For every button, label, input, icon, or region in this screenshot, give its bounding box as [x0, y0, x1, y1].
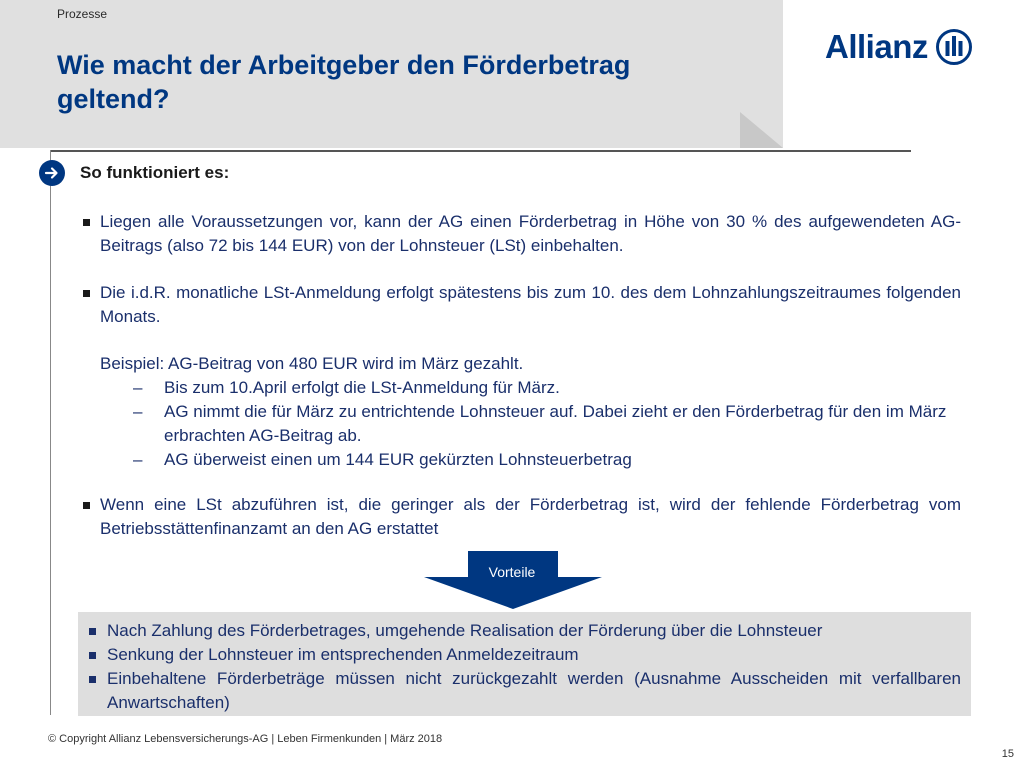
content-top-rule: [50, 150, 911, 152]
content-body: [80, 210, 961, 541]
allianz-logo: [825, 26, 973, 68]
page-title: Wie macht der Arbeitgeber den Förderbetrag geltend?: [57, 50, 631, 114]
vorteile-label: Vorteile: [488, 564, 536, 580]
arrow-right-icon: [39, 160, 65, 186]
bullet-item: Wenn eine LSt abzuführen ist, die geringer als der Förderbetrag ist, wird der fehlende Förderbetrag vom Betriebsstättenfinanzamt an den AG erstattet: [80, 493, 961, 541]
content-left-rule: [50, 150, 51, 715]
header-fold-corner: [740, 112, 783, 148]
page-number: 15: [1001, 748, 1014, 760]
advantage-item: Nach Zahlung des Förderbetrages, umgehende Realisation der Förderung über die Lohnsteuer: [88, 619, 961, 643]
allianz-eagle-icon: [935, 28, 973, 66]
dash-item: – AG überweist einen um 144 EUR gekürzten Lohnsteuerbetrag: [80, 448, 961, 472]
example-text: Beispiel: AG-Beitrag von 480 EUR wird im März gezahlt.: [100, 354, 524, 373]
section-label: Prozesse: [57, 7, 108, 21]
bullet-item: Die i.d.R. monatliche LSt-Anmeldung erfolgt spätestens bis zum 10. des dem Lohnzahlungszeitraumes folgenden Monats.: [80, 281, 961, 329]
advantage-item: Senkung der Lohnsteuer im entsprechenden Anmeldezeitraum: [88, 643, 961, 667]
bullet-item: Liegen alle Voraussetzungen vor, kann der AG einen Förderbetrag in Höhe von 30 % des aufgewendeten AG-Beitrags (also 72 bis 144 EUR) von der Lohnsteuer (LSt) einbehalten.: [80, 210, 961, 258]
logo-wordmark: Allianz: [825, 28, 928, 65]
dash-item: – Bis zum 10.April erfolgt die LSt-Anmeldung für März.: [80, 376, 961, 400]
advantage-item: Einbehaltene Förderbeträge müssen nicht zurückgezahlt werden (Ausnahme Ausscheiden mit verfallbaren Anwartschaften): [88, 667, 961, 715]
subheading: So funktioniert es:: [80, 163, 230, 182]
vorteile-arrow: [424, 551, 602, 609]
advantages-list: [88, 619, 961, 715]
dash-item: – AG nimmt die für März zu entrichtende Lohnsteuer auf. Dabei zieht er den Förderbetrag für den im März erbrachten AG-Beitrag ab.: [80, 400, 961, 448]
footer-copyright: © Copyright Allianz Lebensversicherungs-AG | Leben Firmenkunden | März 2018: [48, 733, 443, 745]
